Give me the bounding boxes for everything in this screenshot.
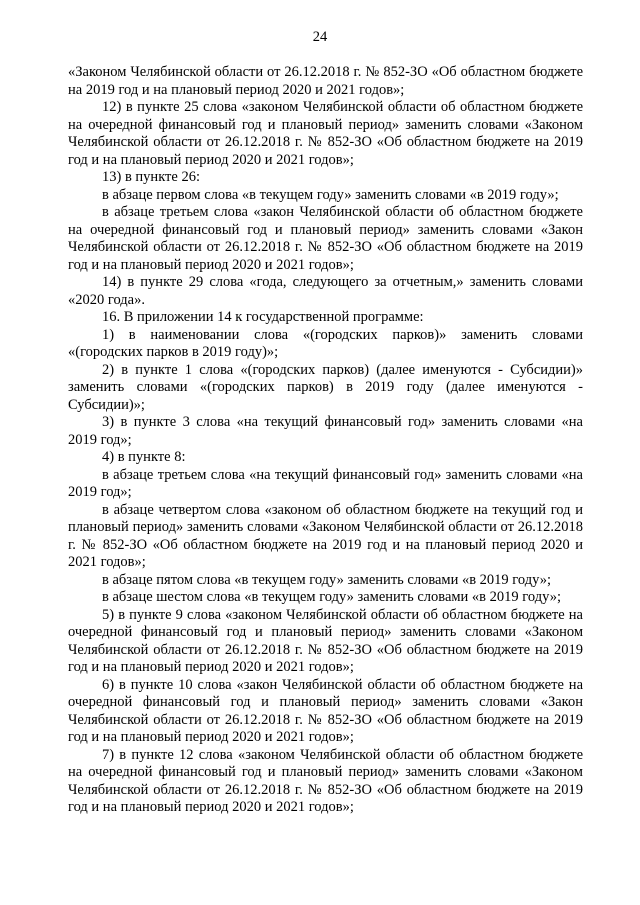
paragraph-item-12: 12) в пункте 25 слова «законом Челябинской области об областном бюджете на очередной финансовый год и плановый период» заменить словами «Законом Челябинской области от 26.12.2018 г. № 852-ЗО «Об областном бюджете на 2019 год и на плановый период 2020 и 2021 годов»; — [68, 99, 583, 168]
paragraph-sub-1: 1) в наименовании слова «(городских парков)» заменить словами «(городских парков в 2019 году)»; — [68, 326, 583, 360]
paragraph-sub-4-abzac-4: в абзаце четвертом слова «законом об областном бюджете на текущий год и плановый период» заменить словами «Законом Челябинской области от 26.12.2018 г. № 852-ЗО «Об областном бюджете на 2019 год и на плановый период 2020 и 2021 годов»; — [68, 501, 583, 570]
page-number: 24 — [312, 29, 328, 45]
paragraph-item-13-abzac-3: в абзаце третьем слова «закон Челябинской области об областном бюджете на очередной финансовый год и плановый период» заменить словами «Закон Челябинской области от 26.12.2018 г. № 852-ЗО «Об областном бюджете на 2019 год и на плановый период 2020 и 2021 годов»; — [68, 204, 583, 273]
paragraph-item-13-abzac-1: в абзаце первом слова «в текущем году» заменить словами «в 2019 году»; — [102, 186, 559, 203]
paragraph-sub-7: 7) в пункте 12 слова «законом Челябинской области об областном бюджете на очередной финансовый год и плановый период» заменить словами «Законом Челябинской области от 26.12.2018 г. № 852-ЗО «Об областном бюджете на 2019 год и на плановый период 2020 и 2021 годов»; — [68, 746, 583, 815]
paragraph-sub-6: 6) в пункте 10 слова «закон Челябинской области об областном бюджете на очередной финансовый год и плановый период» заменить словами «Закон Челябинской области от 26.12.2018 г. № 852-ЗО «Об областном бюджете на 2019 год и на плановый период 2020 и 2021 годов»; — [68, 676, 583, 745]
paragraph-continuation: «Законом Челябинской области от 26.12.2018 г. № 852-ЗО «Об областном бюджете на 2019 год и на плановый период 2020 и 2021 годов»; — [68, 64, 583, 98]
paragraph-sub-4-abzac-6: в абзаце шестом слова «в текущем году» заменить словами «в 2019 году»; — [102, 589, 561, 605]
paragraph-sub-3: 3) в пункте 3 слова «на текущий финансовый год» заменить словами «на 2019 год»; — [68, 414, 583, 448]
paragraph-sub-2: 2) в пункте 1 слова «(городских парков) (далее именуются - Субсидии)» заменить словами «(городских парков) в 2019 году (далее именуются - Субсидии)»; — [68, 361, 583, 413]
document-body — [68, 64, 583, 817]
paragraph-sub-5: 5) в пункте 9 слова «законом Челябинской области об областном бюджете на очередной финансовый год и плановый период» заменить словами «Законом Челябинской области от 26.12.2018 г. № 852-ЗО «Об областном бюджете на 2019 год и на плановый период 2020 и 2021 годов»; — [68, 606, 583, 675]
paragraph-sub-4-abzac-3: в абзаце третьем слова «на текущий финансовый год» заменить словами «на 2019 год»; — [68, 466, 583, 500]
paragraph-item-13: 13) в пункте 26: — [102, 169, 200, 185]
paragraph-section-16: 16. В приложении 14 к государственной программе: — [102, 309, 424, 325]
paragraph-item-14: 14) в пункте 29 слова «года, следующего за отчетным,» заменить словами «2020 года». — [68, 274, 583, 308]
paragraph-sub-4: 4) в пункте 8: — [102, 449, 186, 465]
paragraph-sub-4-abzac-5: в абзаце пятом слова «в текущем году» заменить словами «в 2019 году»; — [102, 571, 551, 588]
